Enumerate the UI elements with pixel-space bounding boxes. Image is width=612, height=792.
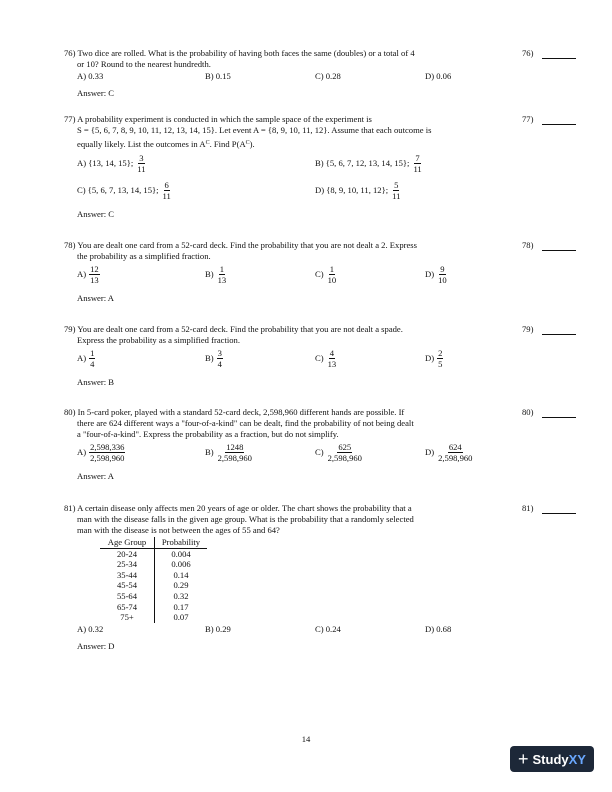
table-row — [100, 612, 207, 623]
table-cell: 75+ — [100, 612, 155, 623]
options — [64, 442, 506, 468]
option-c: C) $\frac{1}{10}$ — [315, 264, 337, 285]
question-text-cont: S = {5, 6, 7, 8, 9, 10, 11, 12, 13, 14, 15}. Let event A = {8, 9, 10, 11, 12}. Assume that each outcome is — [77, 125, 432, 135]
option-b: B) 0.29 — [205, 623, 231, 634]
option-a: A) 0.33 — [77, 71, 104, 81]
question-text-cont: man with the disease falls in the given age group. What is the probability that a randomly selected — [77, 514, 414, 524]
question-text-cont: a "four-of-a-kind". Express the probability as a fraction, but do not simplify. — [77, 429, 339, 439]
option-a: A) $\frac{12}{13}$ — [77, 264, 99, 285]
option-b: B) 0.15 — [205, 71, 231, 81]
question-number: 78) — [64, 240, 76, 250]
answer: Answer: B — [77, 377, 114, 387]
question-79 — [64, 324, 506, 388]
question-text: A certain disease only affects men 20 years of age or older. The chart shows the probability that a — [77, 503, 412, 513]
options-row-1 — [64, 153, 506, 177]
option-c: C) {5, 6, 7, 13, 14, 15}; $\frac{6}{11}$ — [77, 180, 171, 201]
option-d: D) $\frac{2}{5}$ — [425, 348, 443, 369]
question-number: 77) — [64, 114, 76, 124]
options — [64, 71, 506, 85]
answer-slot-number: 76) — [522, 48, 534, 58]
question-text-cont: there are 624 different ways a "four-of-a-kind" can be dealt, find the probability of not being dealt — [77, 418, 414, 428]
table-row — [100, 570, 207, 581]
answer: Answer: C — [77, 209, 114, 219]
question-77 — [64, 114, 506, 220]
table-header: Age Group — [100, 537, 155, 548]
table-row — [100, 559, 207, 570]
question-text-cont: man with the disease is not between the ages of 55 and 64? — [77, 525, 280, 535]
page-number: 14 — [301, 734, 311, 744]
question-number: 79) — [64, 324, 76, 334]
answer: Answer: A — [77, 471, 114, 481]
table-cell: 0.29 — [173, 580, 189, 591]
question-text: You are dealt one card from a 52-card deck. Find the probability that you are not dealt a spade. — [77, 324, 403, 334]
table-cell: 0.17 — [173, 601, 189, 612]
table-cell: 0.14 — [173, 569, 189, 580]
options — [64, 624, 506, 638]
table-header: Probability — [155, 537, 208, 548]
option-d: D) 0.68 — [425, 623, 452, 634]
table-cell: 0.004 — [171, 548, 191, 559]
question-number: 80) — [64, 407, 76, 417]
answer-blank[interactable] — [542, 242, 576, 251]
option-d: D) {8, 9, 10, 11, 12}; $\frac{5}{11}$ — [315, 180, 401, 201]
options-row-2 — [64, 180, 506, 204]
brand-suffix: XY — [568, 751, 586, 767]
answer-blank[interactable] — [542, 326, 576, 335]
option-d: D) $\frac{624}{2,598,960}$ — [425, 442, 473, 463]
brand-prefix: Study — [532, 751, 569, 767]
table-cell: 55-64 — [100, 591, 155, 602]
question-76 — [64, 48, 506, 99]
options — [64, 264, 506, 290]
answer-blank[interactable] — [542, 505, 576, 514]
question-text: In 5-card poker, played with a standard 52-card deck, 2,598,960 different hands are possible. If — [77, 407, 405, 417]
answer: Answer: A — [77, 293, 114, 303]
option-c: C) 0.24 — [315, 623, 341, 634]
answer-blank[interactable] — [542, 409, 576, 418]
question-text-cont: the probability as a simplified fraction. — [77, 251, 211, 261]
table-cell: 35-44 — [100, 570, 155, 581]
option-c: C) $\frac{625}{2,598,960}$ — [315, 442, 362, 463]
table-row — [100, 548, 207, 559]
question-text: A probability experiment is conducted in which the sample space of the experiment is — [77, 114, 372, 124]
question-text-cont: equally likely. List the outcomes in $A^C$. Find $P(A^C)$. — [77, 139, 255, 149]
answer-blank[interactable] — [542, 116, 576, 125]
table-cell: 0.07 — [173, 612, 189, 623]
option-d: D) 0.06 — [425, 71, 452, 81]
question-number: 81) — [64, 503, 76, 513]
answer-slot-number: 78) — [522, 240, 534, 250]
question-text-cont: Express the probability as a simplified fraction. — [77, 335, 241, 345]
option-d: D) $\frac{9}{10}$ — [425, 264, 447, 285]
answer-slot-number: 81) — [522, 503, 534, 513]
age-probability-table — [100, 537, 207, 623]
answer-slot-number: 77) — [522, 114, 534, 124]
options — [64, 348, 506, 374]
option-a: A) {13, 14, 15}; $\frac{3}{11}$ — [77, 153, 146, 174]
option-a: A) $\frac{1}{4}$ — [77, 348, 95, 369]
table-row — [100, 591, 207, 602]
option-b: B) $\frac{1248}{2,598,960}$ — [205, 442, 252, 463]
answer: Answer: D — [77, 640, 115, 651]
studyxy-logo[interactable] — [510, 746, 594, 772]
plus-icon: + — [518, 749, 529, 769]
answer-slot-number: 80) — [522, 407, 534, 417]
answer: Answer: C — [77, 88, 114, 98]
option-c: C) $\frac{4}{13}$ — [315, 348, 337, 369]
question-text-cont: or 10? Round to the nearest hundredth. — [77, 59, 211, 69]
question-81 — [64, 503, 506, 652]
question-number: 76) — [64, 48, 76, 58]
option-c: C) 0.28 — [315, 71, 341, 81]
question-78 — [64, 240, 506, 304]
option-b: B) {5, 6, 7, 12, 13, 14, 15}; $\frac{7}{11}$ — [315, 153, 422, 174]
table-header-row — [100, 537, 207, 548]
answer-slot-number: 79) — [522, 324, 534, 334]
option-a: A) $\frac{2,598,336}{2,598,960}$ — [77, 442, 125, 463]
table-cell: 45-54 — [100, 580, 155, 591]
table-cell: 20-24 — [100, 548, 155, 559]
table-row — [100, 602, 207, 613]
option-b: B) $\frac{1}{13}$ — [205, 264, 227, 285]
answer-blank[interactable] — [542, 50, 576, 59]
table-cell: 65-74 — [100, 602, 155, 613]
question-text: You are dealt one card from a 52-card deck. Find the probability that you are not dealt a 2. Express — [77, 240, 417, 250]
question-80 — [64, 407, 506, 482]
table-cell: 0.32 — [173, 590, 189, 601]
table-cell: 25-34 — [100, 559, 155, 570]
question-text: Two dice are rolled. What is the probability of having both faces the same (doubles) or a total of 4 — [77, 48, 415, 58]
option-a: A) 0.32 — [77, 623, 104, 634]
table-row — [100, 580, 207, 591]
option-b: B) $\frac{3}{4}$ — [205, 348, 222, 369]
table-cell: 0.006 — [171, 559, 191, 570]
